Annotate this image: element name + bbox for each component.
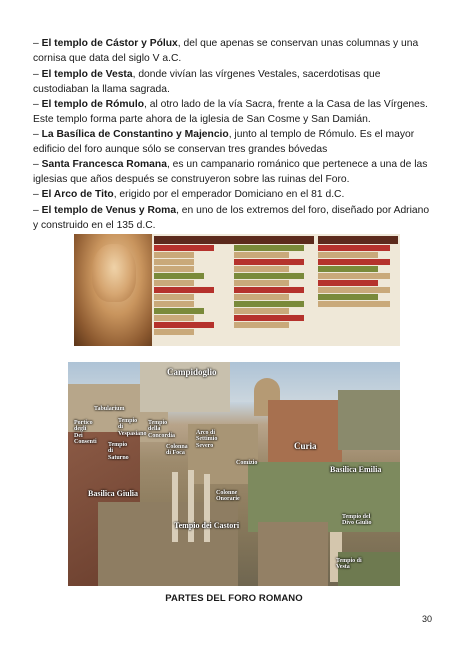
label-colonna-foca: Colonna di Foca [166, 444, 188, 457]
label-tempio-dei-castori: Tempio dei Castori [174, 521, 240, 530]
label-comizio: Comizio [236, 460, 258, 466]
label-arco-settimio-severo: Arco di Settimio Severo [196, 430, 218, 449]
label-portico-dei-consenti: Portico degli Dei Consenti [74, 420, 97, 445]
paragraph-vesta: – El templo de Vesta, donde vivían las vírgenes Vestales, sacerdotisas que custodiaban la llama sagrada. [33, 69, 381, 96]
statue-face [92, 244, 136, 302]
label-tempio-vesta: Tempio di Vesta [336, 558, 362, 571]
chart-panel-left [154, 236, 234, 344]
label-tabularium: Tabularium [94, 406, 125, 412]
paragraph-romulo: – El templo de Rómulo, al otro lado de la vía Sacra, frente a la Casa de las Vírgenes. Este templo forma parte ahora de la iglesia de San Cosme y San Damián. [33, 99, 428, 126]
photo-caption: PARTES DEL FORO ROMANO [165, 593, 303, 604]
paragraph-venus-roma: – El templo de Venus y Roma, en uno de los extremos del foro, diseñado por Adriano y construido en el 135 d.C. [33, 205, 430, 232]
statue-image [74, 234, 152, 346]
page-number: 30 [421, 614, 432, 624]
label-basilica-giulia: Basilica Giulia [88, 489, 139, 498]
chart-panel-right [318, 236, 398, 344]
foro-romano-photo [68, 362, 400, 586]
label-campidoglio: Campidoglio [167, 367, 217, 377]
label-curia: Curia [294, 441, 317, 451]
label-tempio-saturno: Tempio di Saturno [108, 442, 129, 461]
label-tempio-concordia: Tempio della Concordia [148, 420, 175, 439]
label-tempio-vespasiano: Tempio di Vespasiano [118, 418, 147, 437]
paragraph-basilica-constantino: – La Basílica de Constantino y Majencio, junto al templo de Rómulo. Es el mayor edificio del foro aunque sólo se conservan tres grandes bóvedas [33, 129, 415, 156]
chart-panel-middle [234, 236, 314, 344]
roman-chart-image [74, 234, 400, 346]
paragraph-arco-tito: – El Arco de Tito, erigido por el emperador Domiciano en el 81 d.C. [33, 189, 345, 200]
label-colonne-onorarie: Colonne Onorarie [216, 490, 240, 503]
paragraph-santa-francesca: – Santa Francesca Romana, es un campanario románico que pertenece a una de las iglesias que años después se construyeron sobre las ruinas del Foro. [33, 159, 428, 186]
paragraph-castor-polux: – El templo de Cástor y Pólux, del que apenas se conservan unas columnas y una cornisa que data del siglo V a.C. [33, 38, 419, 65]
label-tempio-divo-giulio: Tempio del Divo Giulio [342, 514, 372, 527]
label-basilica-emilia: Basilica Emilia [330, 465, 382, 474]
